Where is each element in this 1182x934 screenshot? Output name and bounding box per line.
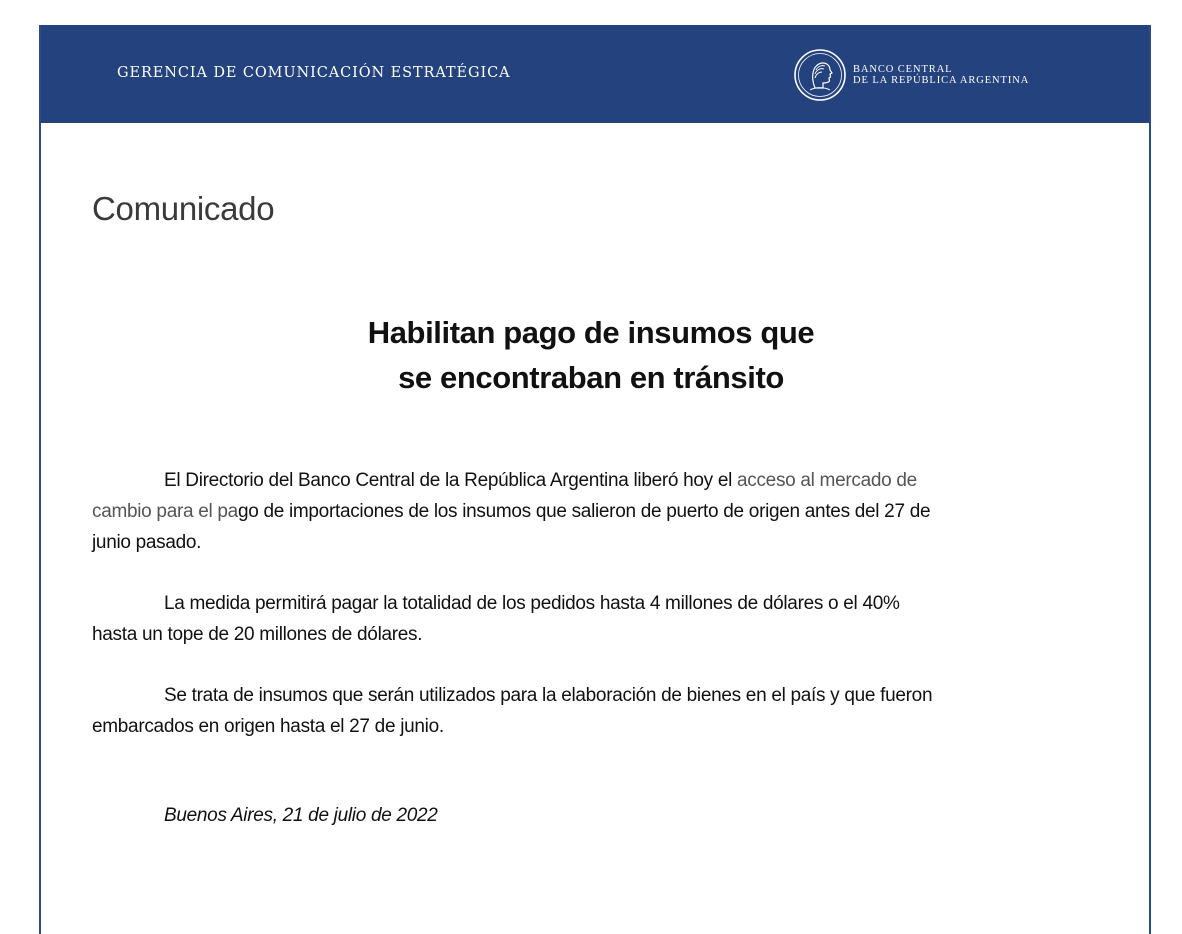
header-banner (41, 25, 1149, 123)
headline-line2: se encontraban en tránsito (398, 360, 784, 395)
paragraph-1 (92, 465, 1102, 558)
paragraph-2 (92, 588, 1102, 650)
paragraph-1-line-3: junio pasado. (92, 532, 202, 553)
paragraph-2-line-2: hasta un tope de 20 millones de dólares. (92, 624, 423, 645)
paragraph-1-link-part-2[interactable]: cambio para el pa (92, 501, 238, 522)
paragraph-2-line-1: La medida permitirá pagar la totalidad de los pedidos hasta 4 millones de dólares o el 40% (164, 593, 900, 614)
bank-name-line1: BANCO CENTRAL (853, 64, 953, 75)
bank-name-line2: DE LA REPÚBLICA ARGENTINA (853, 75, 1030, 86)
department-name: GERENCIA DE COMUNICACIÓN ESTRATÉGICA (117, 65, 511, 81)
place-date: Buenos Aires, 21 de julio de 2022 (164, 805, 438, 826)
paragraph-3-line-1: Se trata de insumos que serán utilizados para la elaboración de bienes en el país y que fueron (164, 685, 933, 706)
bank-logo (793, 47, 1029, 103)
paragraph-1-text: El Directorio del Banco Central de la República Argentina liberó hoy el (164, 470, 738, 491)
document-type: Comunicado (92, 190, 275, 227)
paragraph-1-line-1 (92, 465, 1102, 496)
headline (200, 310, 982, 400)
paragraph-1-line-2 (92, 496, 1102, 527)
headline-line1: Habilitan pago de insumos que (367, 315, 815, 350)
bcra-seal-icon (793, 48, 847, 102)
bank-name (853, 64, 1029, 86)
paragraph-1-text-2: go de importaciones de los insumos que salieron de puerto de origen antes del 27 de (237, 501, 931, 522)
paragraph-3-line-2: embarcados en origen hasta el 27 de junio. (92, 716, 444, 737)
paragraph-3 (92, 680, 1102, 742)
paragraph-1-link-part-1[interactable]: acceso al mercado de (737, 470, 917, 491)
